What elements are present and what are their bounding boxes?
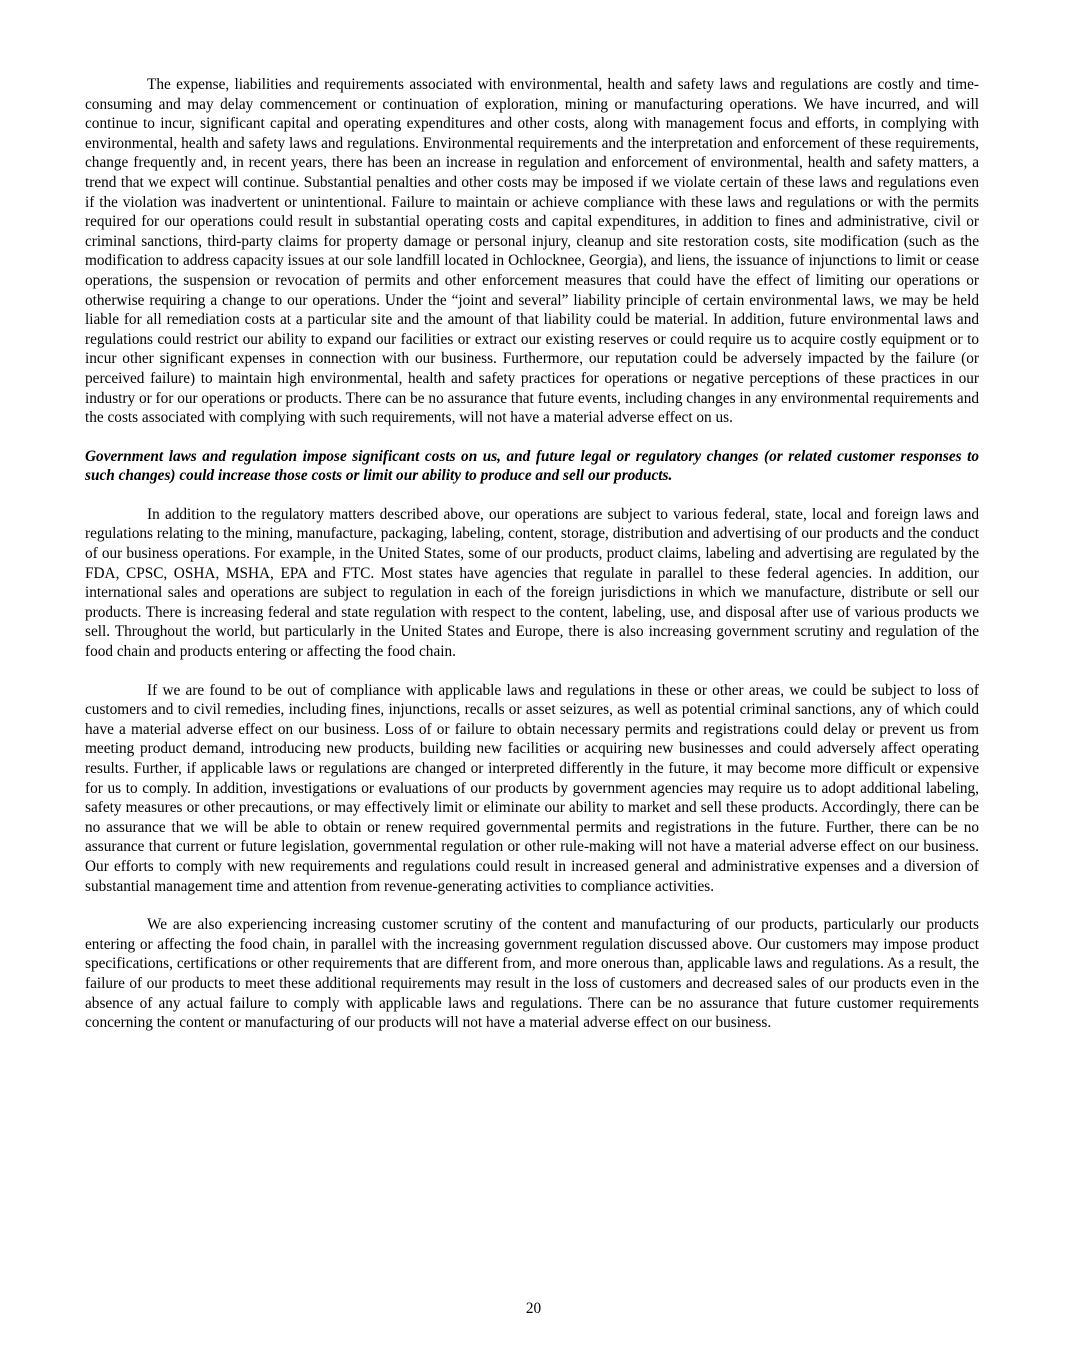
paragraph-compliance-risk: If we are found to be out of compliance with applicable laws and regulations in these or other areas, we could be subject to loss of customers and to civil remedies, including fines, injunctions, recalls or asset seizures, as well as potential criminal sanctions, any of which could have a material adverse effect on our business. Loss of or failure to obtain necessary permits and registrations could delay or prevent us from meeting product demand, introducing new products, building new facilities or acquiring new businesses and could adversely affect operating results. Further, if applicable laws or regulations are changed or interpreted differently in the future, it may become more difficult or expensive for us to comply. In addition, investigations or evaluations of our products by government agencies may require us to adopt additional labeling, safety measures or other precautions, or may effectively limit or eliminate our ability to market and sell these products. Accordingly, there can be no assurance that we will be able to obtain or renew required governmental permits and registrations in the future. Further, there can be no assurance that current or future legislation, governmental regulation or other rule-making will not have a material adverse effect on our business. Our efforts to comply with new requirements and regulations could result in increased general and administrative expenses and a diversion of substantial management time and attention from revenue-generating activities to compliance activities.	[85, 681, 979, 895]
paragraph-regulatory-matters: In addition to the regulatory matters described above, our operations are subject to various federal, state, local and foreign laws and regulations relating to the mining, manufacture, packaging, labeling, content, storage, distribution and advertising of our products and the conduct of our business operations. For example, in the United States, some of our products, product claims, labeling and advertising are regulated by the FDA, CPSC, OSHA, MSHA, EPA and FTC. Most states have agencies that regulate in parallel to these federal agencies. In addition, our international sales and operations are subject to regulation in each of the foreign jurisdictions in which we manufacture, distribute or sell our products. There is increasing federal and state regulation with respect to the content, labeling, use, and disposal after use of various products we sell. Throughout the world, but particularly in the United States and Europe, there is also increasing government scrutiny and regulation of the food chain and products entering or affecting the food chain.	[85, 505, 979, 661]
section-heading-government-laws: Government laws and regulation impose significant costs on us, and future legal or regulatory changes (or related customer responses to such changes) could increase those costs or limit our ability to produce and sell our products.	[85, 447, 979, 485]
document-page	[85, 75, 979, 1052]
paragraph-environmental-costs: The expense, liabilities and requirements associated with environmental, health and safety laws and regulations are costly and time-consuming and may delay commencement or continuation of exploration, mining or manufacturing operations. We have incurred, and will continue to incur, significant capital and operating expenditures and other costs, along with management focus and efforts, in complying with environmental, health and safety laws and regulations. Environmental requirements and the interpretation and enforcement of these requirements, change frequently and, in recent years, there has been an increase in regulation and enforcement of environmental, health and safety matters, a trend that we expect will continue. Substantial penalties and other costs may be imposed if we violate certain of these laws and regulations even if the violation was inadvertent or unintentional. Failure to maintain or achieve compliance with these laws and regulations or with the permits required for our operations could result in substantial operating costs and capital expenditures, in addition to fines and administrative, civil or criminal sanctions, third-party claims for property damage or personal injury, cleanup and site restoration costs, site modification (such as the modification to address capacity issues at our sole landfill located in Ochlocknee, Georgia), and liens, the issuance of injunctions to limit or cease operations, the suspension or revocation of permits and other enforcement measures that could have the effect of limiting our operations or otherwise requiring a change to our operations. Under the “joint and several” liability principle of certain environmental laws, we may be held liable for all remediation costs at a particular site and the amount of that liability could be material. In addition, future environmental laws and regulations could restrict our ability to expand our facilities or extract our existing reserves or could require us to acquire costly equipment or to incur other significant expenses in connection with our business. Furthermore, our reputation could be adversely impacted by the failure (or perceived failure) to maintain high environmental, health and safety practices for operations or negative perceptions of these practices in our industry or for our operations or products. There can be no assurance that future events, including changes in any environmental requirements and the costs associated with complying with such requirements, will not have a material adverse effect on us.	[85, 76, 979, 427]
paragraph-customer-scrutiny: We are also experiencing increasing customer scrutiny of the content and manufacturing of our products, particularly our products entering or affecting the food chain, in parallel with the increasing government regulation discussed above. Our customers may impose product specifications, certifications or other requirements that are different from, and more onerous than, applicable laws and regulations. As a result, the failure of our products to meet these additional requirements may result in the loss of customers and decreased sales of our products even in the absence of any actual failure to comply with applicable laws and regulations. There can be no assurance that future customer requirements concerning the content or manufacturing of our products will not have a material adverse effect on our business.	[85, 916, 979, 1032]
page-number: 20	[525, 1300, 542, 1317]
